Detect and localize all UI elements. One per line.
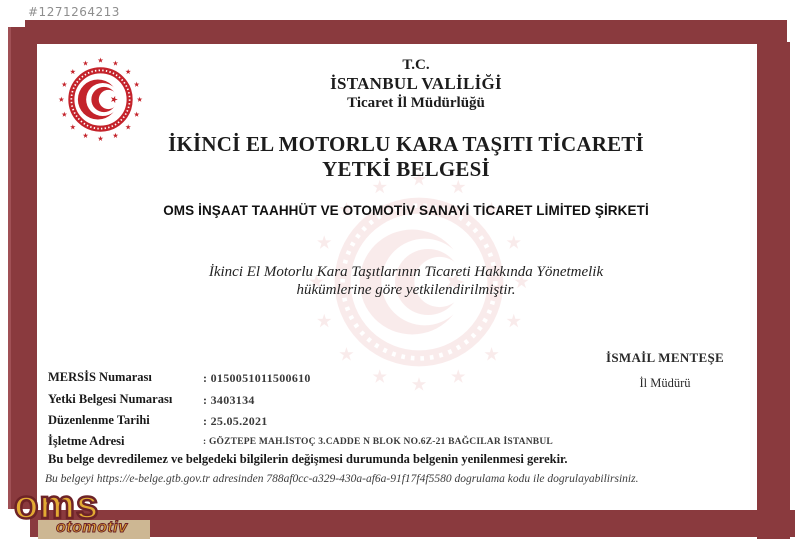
document-header — [60, 56, 772, 113]
non-transferable-note: Bu belge devredilemez ve belgedeki bilgilerin değişmesi durumunda belgenin yenilenmesi gerekir. — [48, 452, 568, 466]
field-row-belge-no — [48, 392, 738, 412]
frame-left-band — [8, 27, 37, 509]
signatory-title: İl Müdürü — [639, 376, 691, 390]
authorization-statement-line1: İkinci El Motorlu Kara Taşıtlarının Ticareti Hakkında Yönetmelik — [208, 264, 604, 280]
logo-text: oms — [14, 483, 100, 527]
certificate-title-line1: İKİNCİ EL MOTORLU KARA TAŞITI TİCARETİ — [168, 132, 644, 156]
header-tc: T.C. — [402, 57, 430, 73]
field-label: Yetki Belgesi Numarası — [48, 392, 173, 406]
field-row-tarih — [48, 413, 738, 433]
certificate-title — [40, 132, 772, 182]
signatory-name: İSMAİL MENTEŞE — [606, 350, 724, 365]
listing-photo-id: #1271264213 — [28, 5, 120, 19]
company-name: OMS İNŞAAT TAAHHÜT VE OTOMOTİV SANAYİ TİCARET LİMİTED ŞİRKETİ — [163, 203, 649, 218]
oms-otomotiv-logo — [12, 483, 152, 547]
authorization-statement — [40, 264, 772, 299]
logo-subtext: otomotiv — [56, 519, 128, 536]
frame-top-band — [25, 20, 787, 44]
authorization-statement-line2: hükümlerine göre yetkilendirilmiştir. — [296, 281, 516, 298]
verification-note: Bu belgeyi https://e-belge.gtb.gov.tr adresinden 788af0cc-a329-430a-af6a-91f17f4f5580 dogrulama kodu ile dogrulayabilirsiniz. — [45, 473, 639, 485]
field-label: MERSİS Numarası — [48, 370, 152, 384]
field-label: İşletme Adresi — [48, 434, 125, 448]
field-value: : GÖZTEPE MAH.İSTOÇ 3.CADDE N BLOK NO.6Z-21 BAĞCILAR İSTANBUL — [203, 437, 553, 447]
certificate-title-line2: YETKİ BELGESİ — [322, 157, 490, 181]
field-row-mersis — [48, 370, 738, 390]
field-value: : 25.05.2021 — [203, 414, 268, 428]
field-label: Düzenlenme Tarihi — [48, 413, 150, 427]
field-row-adres — [48, 434, 738, 454]
field-value: : 3403134 — [203, 393, 255, 407]
field-value: : 0150051011500610 — [203, 371, 311, 385]
header-mudurluk: Ticaret İl Müdürlüğü — [347, 95, 485, 111]
header-valilik: İSTANBUL VALİLİĞİ — [330, 74, 502, 93]
